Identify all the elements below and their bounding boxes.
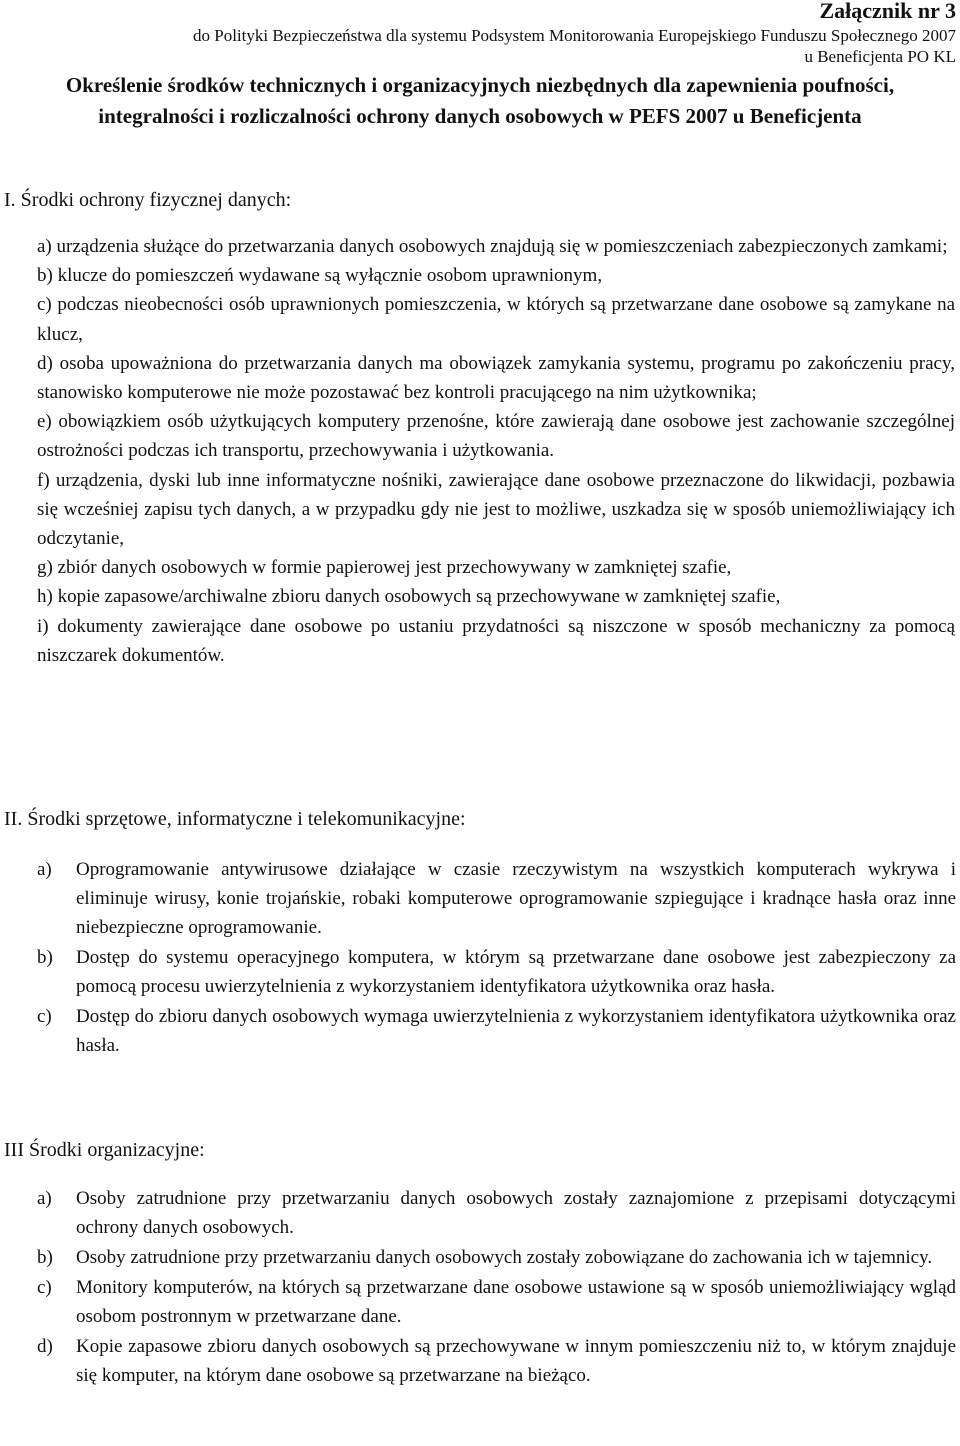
section-2-list: [37, 855, 956, 1061]
item-letter: d): [37, 1336, 53, 1357]
annex-reference-line-1: do Polityki Bezpieczeństwa dla systemu Podsystem Monitorowania Europejskiego Funduszu Społecznego 2007: [193, 26, 956, 45]
list-item: [37, 466, 955, 554]
item-letter: i): [37, 615, 49, 637]
list-item: [37, 1002, 956, 1060]
list-item: [37, 232, 955, 261]
item-letter: h): [37, 586, 53, 608]
item-letter: e): [37, 411, 52, 433]
item-text: Monitory komputerów, na których są przetwarzane dane osobowe ustawione są w sposób uniemożliwiający wgląd osobom postronnym w przetwarzane dane.: [76, 1277, 956, 1327]
list-item: [37, 1184, 956, 1242]
item-letter: b): [37, 947, 53, 968]
list-item: [37, 1332, 956, 1390]
item-text: obowiązkiem osób użytkujących komputery przenośne, które zawierają dane osobowe jest zachowanie szczególnej ostrożności podczas ich transportu, przechowywania i użytkowania.: [37, 411, 956, 462]
item-text: Oprogramowanie antywirusowe działające w czasie rzeczywistym na wszystkich komputerach wykrywa i eliminuje wirusy, konie trojańskie, robaki komputerowe oprogramowanie szpiegujące i kradnące hasła oraz inne niebezpieczne oprogramowanie.: [76, 859, 956, 938]
list-item: [37, 407, 955, 465]
item-letter: c): [37, 1006, 52, 1027]
list-item: [37, 855, 956, 942]
section-1-heading: I. Środki ochrony fizycznej danych:: [4, 189, 292, 211]
section-3-heading: III Środki organizacyjne:: [4, 1139, 205, 1161]
item-text: Osoby zatrudnione przy przetwarzaniu danych osobowych zostały zobowiązane do zachowania ich w tajemnicy.: [76, 1247, 933, 1268]
annex-reference-line-2: u Beneficjenta PO KL: [804, 47, 956, 66]
item-text: dokumenty zawierające dane osobowe po ustaniu przydatności są niszczone w sposób mechaniczny za pomocą niszczarek dokumentów.: [37, 615, 956, 666]
list-item: [37, 612, 955, 670]
item-text: zbiór danych osobowych w formie papierowej jest przechowywany w zamkniętej szafie,: [57, 557, 732, 579]
item-text: klucze do pomieszczeń wydawane są wyłącznie osobom uprawnionym,: [57, 265, 603, 287]
item-text: Dostęp do zbioru danych osobowych wymaga uwierzytelnienia z wykorzystaniem identyfikatora użytkownika oraz hasła.: [76, 1006, 956, 1056]
item-letter: a): [37, 236, 52, 257]
item-text: Dostęp do systemu operacyjnego komputera, w którym są przetwarzane dane osobowe jest zabezpieczony za pomocą procesu uwierzytelnienia z wykorzystaniem identyfikatora użytkownika oraz hasła.: [76, 947, 956, 997]
item-letter: b): [37, 265, 53, 287]
item-text: osoba upoważniona do przetwarzania danych ma obowiązek zamykania systemu, programu po zakończeniu pracy, stanowisko komputerowe nie może pozostawać bez kontroli pracującego na nim użytkownika;: [37, 352, 956, 404]
annex-title: Załącznik nr 3: [819, 0, 956, 23]
item-text: Kopie zapasowe zbioru danych osobowych są przechowywane w innym pomieszczeniu niż to, w którym znajduje się komputer, na którym dane osobowe są przetwarzane na bieżąco.: [76, 1336, 956, 1386]
item-letter: c): [37, 1277, 52, 1298]
item-letter: d): [37, 352, 53, 374]
list-item: [37, 553, 955, 582]
item-text: kopie zapasowe/archiwalne zbioru danych osobowych są przechowywane w zamkniętej szafie,: [57, 586, 781, 608]
section-2-heading: II. Środki sprzętowe, informatyczne i telekomunikacyjne:: [4, 808, 466, 830]
item-letter: c): [37, 294, 52, 316]
item-letter: a): [37, 859, 52, 880]
list-item: [37, 582, 955, 611]
item-letter: g): [37, 557, 53, 579]
list-item: [37, 290, 955, 348]
document-title: Określenie środków technicznych i organizacyjnych niezbędnych dla zapewnienia poufności, integralności i rozliczalności ochrony danych osobowych w PEFS 2007 u Beneficjenta: [65, 73, 895, 128]
list-item: [37, 349, 955, 407]
item-text: Osoby zatrudnione przy przetwarzaniu danych osobowych zostały zaznajomione z przepisami dotyczącymi ochrony danych osobowych.: [76, 1188, 956, 1238]
section-1-list: [37, 232, 955, 670]
section-3-list: [37, 1184, 956, 1391]
list-item: [37, 943, 956, 1001]
item-letter: b): [37, 1247, 53, 1268]
item-letter: a): [37, 1188, 52, 1209]
list-item: [37, 261, 955, 290]
item-text: podczas nieobecności osób uprawnionych pomieszczenia, w których są przetwarzane dane osobowe są zamykane na klucz,: [37, 294, 955, 345]
item-text: urządzenia, dyski lub inne informatyczne nośniki, zawierające dane osobowe przeznaczone do likwidacji, pozbawia się wcześniej zapisu tych danych, a w przypadku gdy nie jest to możliwe, uszkadza się w sposób uniemożliwiający ich odczytanie,: [37, 469, 955, 550]
list-item: [37, 1243, 956, 1272]
item-text: urządzenia służące do przetwarzania danych osobowych znajdują się w pomieszczeniach zabezpieczonych zamkami;: [56, 236, 948, 257]
item-letter: f): [37, 469, 50, 491]
list-item: [37, 1273, 956, 1331]
